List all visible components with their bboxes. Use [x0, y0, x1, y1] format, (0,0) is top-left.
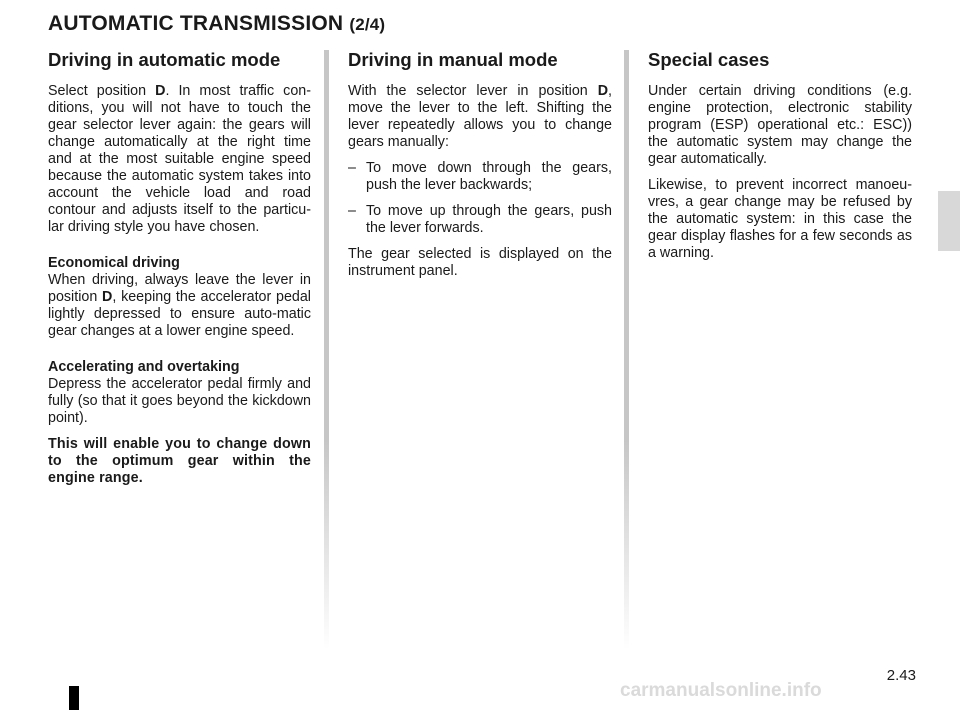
automatic-mode-paragraph	[48, 83, 311, 236]
position-d-label: D	[155, 83, 166, 99]
section-heading-special-cases: Special cases	[648, 49, 770, 70]
column-divider	[324, 50, 329, 650]
page-number: 2.43	[886, 667, 916, 684]
column-automatic-mode	[48, 48, 311, 496]
page-title-text: AUTOMATIC TRANSMISSION	[48, 12, 344, 35]
position-d-label: D	[102, 289, 113, 305]
text-run: , move the lever to the left. Shifting the lever repeatedly allows you to change gears manually:	[348, 83, 612, 150]
list-item	[348, 203, 612, 237]
text-run: Select position	[48, 83, 156, 99]
text-run: With the selector lever in position	[348, 83, 598, 99]
dash-marker: –	[348, 160, 356, 176]
subheading-economical-driving: Economical driving	[48, 255, 180, 271]
position-d-label: D	[597, 83, 609, 99]
accelerating-block	[48, 359, 311, 427]
page-title	[48, 12, 385, 36]
list-item-text: To move up through the gears, push the lever forwards.	[366, 203, 612, 236]
text-run: . In most traffic con-ditions, you will not have to touch the gear selector lever again: the gears will change automatically at the right time and at the most suitable engine speed because the automatic system takes into account the vehicle load and road contour and adjusts itself to the particu-lar driving style you have chosen.	[48, 83, 311, 235]
list-item	[348, 160, 612, 194]
column-divider	[624, 50, 629, 650]
text-run: , keeping the accelerator pedal lightly depressed to ensure auto-matic gear changes at a lower engine speed.	[48, 289, 311, 339]
special-cases-paragraph-2: Likewise, to prevent incorrect manoeu-vres, a gear change may be refused by the automatic system: in this case the gear display flashes for a few seconds as a warning.	[648, 177, 912, 261]
dash-marker: –	[348, 203, 356, 219]
column-special-cases	[648, 48, 912, 271]
text-run: Depress the accelerator pedal firmly and fully (so that it goes beyond the kickdown point).	[48, 376, 311, 426]
manual-mode-paragraph	[348, 83, 612, 151]
chapter-side-tab	[938, 191, 960, 251]
optimum-gear-note: This will enable you to change down to the optimum gear within the engine range.	[48, 436, 311, 486]
list-item-text: To move down through the gears, push the lever backwards;	[366, 160, 612, 193]
watermark-text: carmanualsonline.info	[620, 680, 822, 701]
subheading-accelerating: Accelerating and overtaking	[48, 359, 240, 375]
page-part-indicator: (2/4)	[349, 15, 386, 34]
special-cases-paragraph-1: Under certain driving conditions (e.g. engine protection, electronic stability program (ESP) operational etc.: ESC)) the automatic system may change the gear automatically.	[648, 83, 912, 167]
text-run: When driving, always leave the lever in position	[48, 272, 311, 305]
economical-driving-block	[48, 255, 311, 340]
gear-display-paragraph: The gear selected is displayed on the instrument panel.	[348, 246, 612, 279]
column-manual-mode	[348, 48, 612, 289]
section-heading-manual-mode: Driving in manual mode	[348, 49, 558, 70]
corner-print-mark	[69, 686, 79, 710]
section-heading-automatic-mode: Driving in automatic mode	[48, 49, 281, 70]
